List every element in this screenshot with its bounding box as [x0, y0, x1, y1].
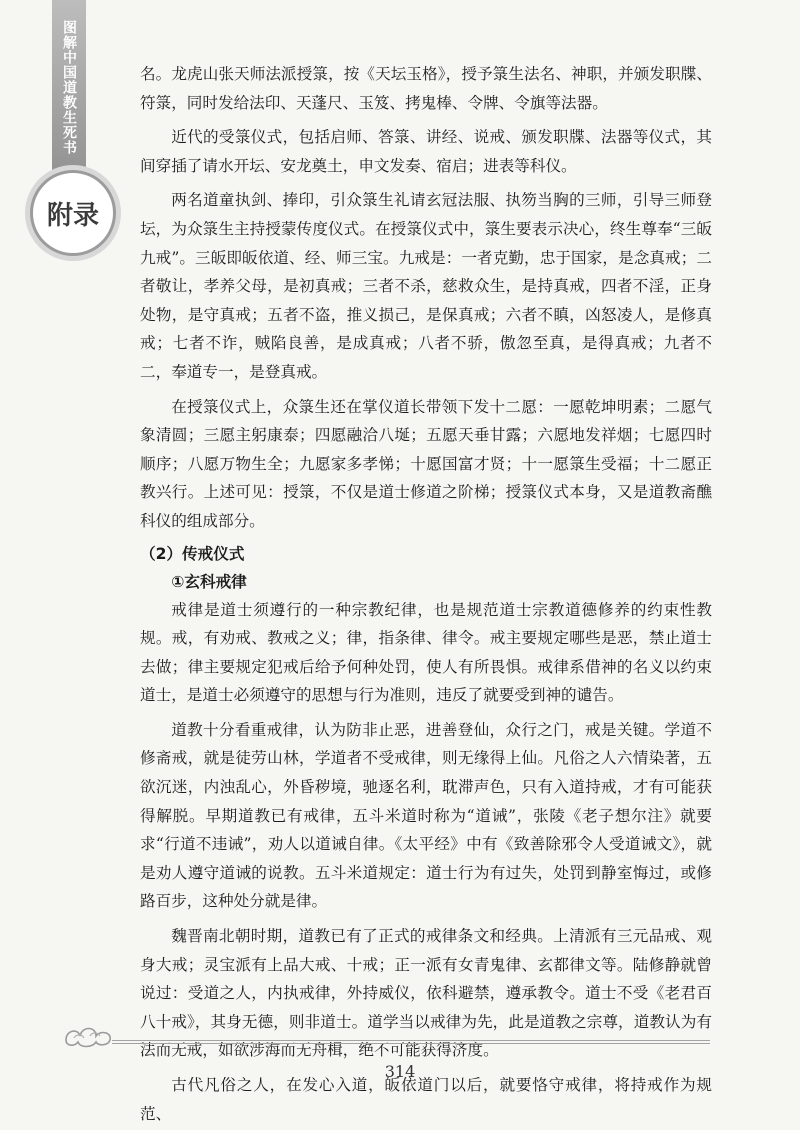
page-content	[140, 60, 712, 1128]
paragraph-3: 两名道童执剑、捧印，引众箓生礼请玄冠法服、执笏当胸的三师，引导三师登坛，为众箓生主持授蒙传度仪式。在授箓仪式中，箓生要表示决心，终生尊奉“三皈九戒”。三皈即皈依道、经、师三宝。九戒是：一者克勤，忠于国家，是念真戒；二者敬让，孝养父母，是初真戒；三者不杀，慈救众生，是持真戒，四者不淫，正身处物，是守真戒；五者不盗，推义损己，是保真戒；六者不瞋，凶怒凌人，是修真戒；七者不诈，贼陷良善，是成真戒；八者不骄，傲忽至真，是得真戒；九者不二，奉道专一，是登真戒。	[140, 191, 712, 381]
paragraph-6: 道教十分看重戒律，认为防非止恶，进善登仙，众行之门，戒是关键。学道不修斋戒，就是徒劳山林，学道者不受戒律，则无缘得上仙。凡俗之人六情染著，五欲沉迷，内浊乱心，外昏秽境，驰逐名利，耽滞声色，只有入道持戒，才有可能获得解脱。早期道教已有戒律，五斗米道时称为“道诫”，张陵《老子想尔注》就要求“行道不违诫”，劝人以道诫自律。《太平经》中有《致善除邪令人受道诫文》，就是劝人遵守道诫的说教。五斗米道规定：道士行为有过失，处罚到静室悔过，或修路百步，这种处分就是律。	[140, 720, 712, 911]
paragraph-2: 近代的受箓仪式，包括启师、答箓、讲经、说戒、颁发职牒、法器等仪式，其间穿插了请水开坛、安龙奠土，申文发奏、宿启；进表等科仪。	[140, 128, 712, 175]
footer-rule	[112, 1040, 710, 1044]
paragraph-8: 古代凡俗之人，在发心入道，皈依道门以后，就要恪守戒律，将持戒作为规范、	[140, 1076, 712, 1123]
section-heading: （2）传戒仪式	[140, 544, 245, 563]
appendix-badge	[30, 170, 116, 256]
paragraph-7: 魏晋南北朝时期，道教已有了正式的戒律条文和经典。上清派有三元品戒、观身大戒；灵宝派有上品大戒、十戒；正一派有女青鬼律、玄都律文等。陆修静就曾说过：受道之人，内执戒律，外持威仪，依科避禁，遵承教令。道士不受《老君百八十戒》，其身无德，则非道士。道学当以戒律为先，此是道教之宗尊，道教认为有法而无戒，如欲涉海而无舟楫，绝不可能获得济度。	[140, 927, 712, 1060]
paragraph-1: 名。龙虎山张天师法派授箓，按《天坛玉格》，授予箓生法名、神职，并颁发职牒、符箓，同时发给法印、天蓬尺、玉笈、拷鬼棒、令牌、令旗等法器。	[140, 65, 712, 112]
page-number: 314	[384, 1062, 416, 1081]
paragraph-4: 在授箓仪式上，众箓生还在掌仪道长带领下发十二愿：一愿乾坤明素；二愿气象清圆；三愿主躬康泰；四愿融洽八埏；五愿天垂甘露；六愿地发祥烟；七愿四时顺序；八愿万物生全；九愿家多孝悌；十愿国富才贤；十一愿箓生受福；十二愿正教兴行。上述可见：授箓，不仅是道士修道之阶梯；授箓仪式本身，又是道教斋醮科仪的组成部分。	[140, 397, 712, 530]
cloud-ornament-icon	[62, 1020, 120, 1050]
appendix-badge-label: 附录	[46, 200, 99, 231]
book-title-vertical: 图解中国道教生死书	[61, 20, 77, 155]
subsection-heading: ①玄科戒律	[171, 572, 247, 591]
paragraph-5: 戒律是道士须遵行的一种宗教纪律，也是规范道士宗教道德修养的约束性教规。戒，有劝戒、教戒之义；律，指条律、律令。戒主要规定哪些是恶，禁止道士去做；律主要规定犯戒后给予何种处罚，使人有所畏惧。戒律系借神的名义以约束道士，是道士必须遵守的思想与行为准则，违反了就要受到神的谴告。	[140, 600, 712, 705]
